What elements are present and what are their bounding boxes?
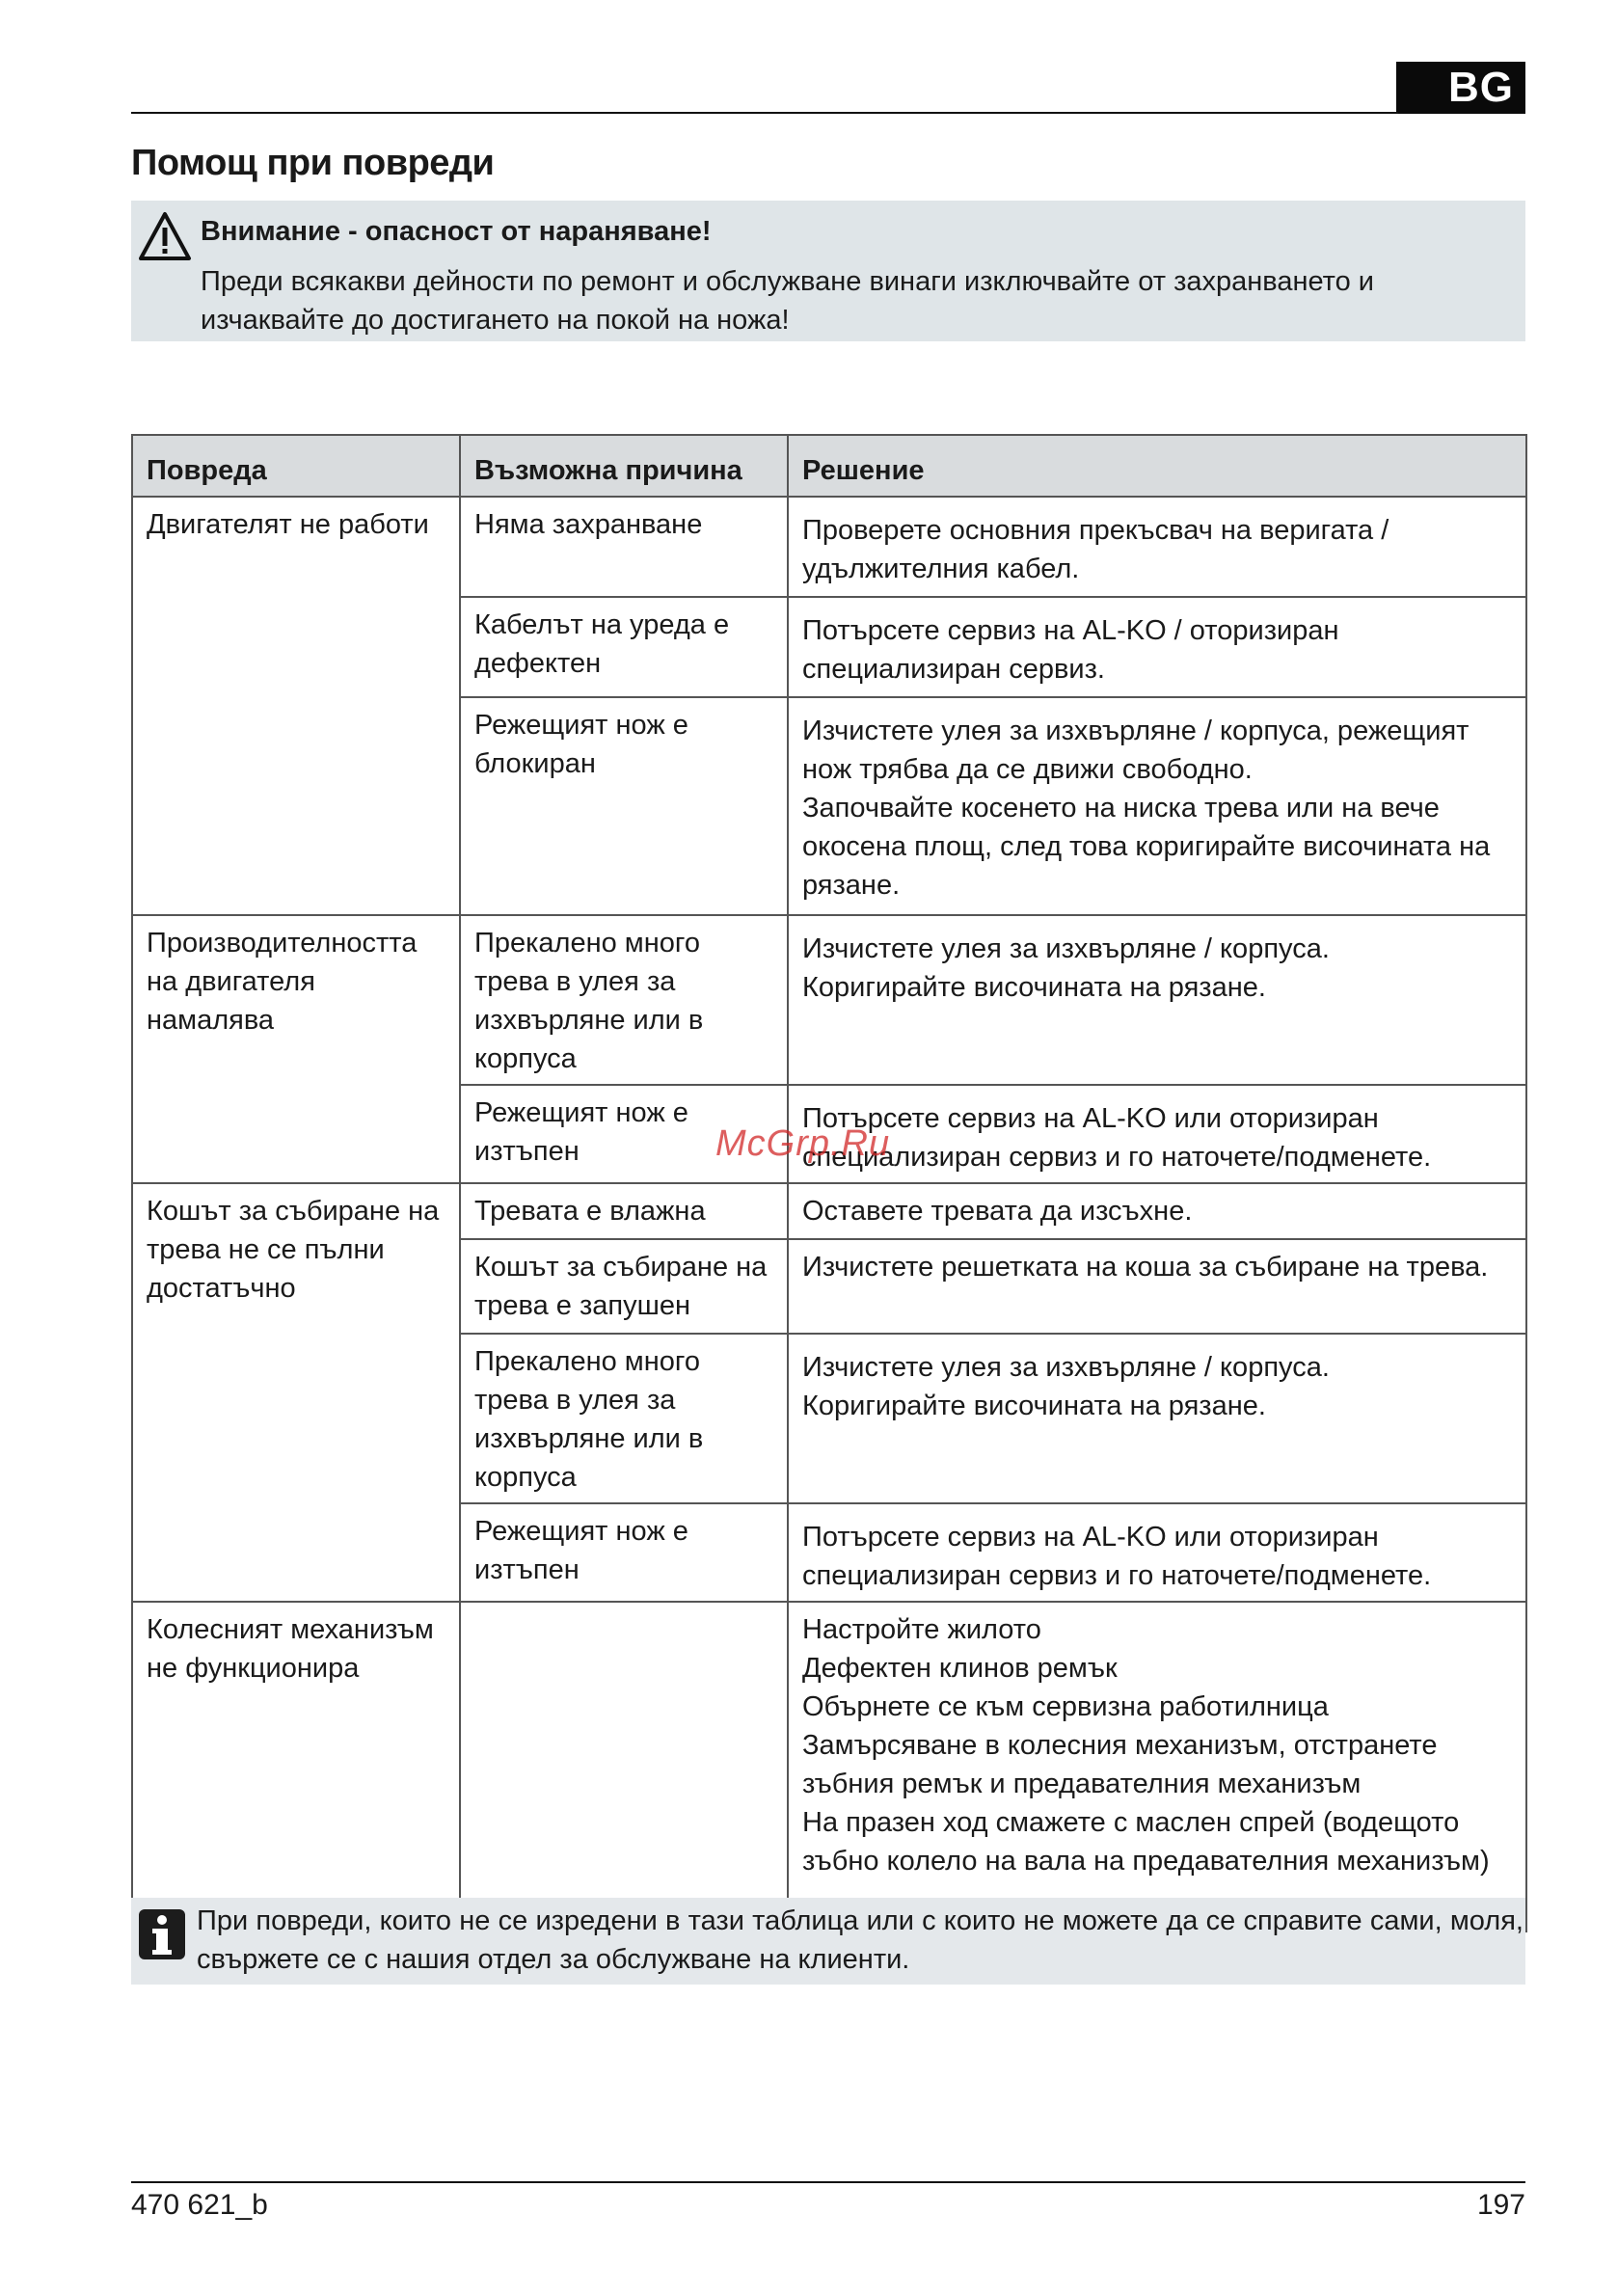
solution-cell — [788, 597, 1526, 697]
bottom-divider — [131, 2181, 1525, 2183]
page-number: 197 — [1476, 2189, 1525, 2221]
solution-cell — [788, 1183, 1526, 1239]
solution-cell — [788, 1239, 1526, 1334]
header-fault: Повреда — [132, 435, 460, 497]
info-box — [131, 1898, 1525, 1985]
table-row — [132, 1602, 1526, 1931]
info-icon — [137, 1907, 187, 1961]
solution-line: Потърсете сервиз на AL-KO или оторизиран специализиран сервиз и го наточете/подменете. — [802, 1522, 1432, 1591]
solution-cell — [788, 1334, 1526, 1503]
solution-cell — [788, 697, 1526, 915]
solution-line: Започвайте косенето на ниска трева или на вече окосена площ, след това коригирайте височината на рязане. — [802, 793, 1491, 901]
table-header-row — [132, 435, 1526, 497]
cause-cell: Режещият нож е изтъпен — [460, 1503, 788, 1602]
solution-cell — [788, 1602, 1526, 1931]
header-cause: Възможна причина — [460, 435, 788, 497]
solution-line: Изчистете улея за изхвърляне / корпуса, режещият нож трябва да се движи свободно. — [802, 716, 1470, 785]
cause-cell: Прекалено много трева в улея за изхвърляне или в корпуса — [460, 915, 788, 1085]
cause-cell: Режещият нож е изтъпен — [460, 1085, 788, 1183]
solution-line: Изчистете улея за изхвърляне / корпуса. — [802, 933, 1330, 964]
language-badge — [1396, 62, 1525, 114]
cause-cell: Прекалено много трева в улея за изхвърляне или в корпуса — [460, 1334, 788, 1503]
document-number: 470 621_b — [131, 2189, 268, 2221]
warning-heading: Внимание - опасност от нараняване! — [201, 216, 712, 247]
fault-cell: Кошът за събиране на трева не се пълни достатъчно — [132, 1183, 460, 1602]
solution-line: Коригирайте височината на рязане. — [802, 972, 1266, 1003]
solution-line: Изчистете улея за изхвърляне / корпуса. — [802, 1352, 1330, 1383]
watermark: McGrp.Ru — [715, 1123, 891, 1164]
solution-line: Проверете основния прекъсвач на веригата / удължителния кабел. — [802, 515, 1389, 584]
solution-cell — [788, 1503, 1526, 1602]
solution-line: Потърсете сервиз на AL-KO / оторизиран специализиран сервиз. — [802, 615, 1339, 685]
solution-line: Потърсете сервиз на AL-KO или оторизиран специализиран сервиз и го наточете/подменете. — [802, 1103, 1432, 1173]
solution-line: Коригирайте височината на рязане. — [802, 1391, 1266, 1421]
cause-cell: Кошът за събиране на трева е запушен — [460, 1239, 788, 1334]
language-badge-label: BG — [1448, 64, 1514, 111]
cause-cell: Тревата е влажна — [460, 1183, 788, 1239]
solution-line: Дефектен клинов ремък — [802, 1653, 1118, 1684]
header-solution: Решение — [788, 435, 1526, 497]
top-divider — [131, 112, 1398, 114]
solution-line: Оставете тревата да изсъхне. — [802, 1196, 1193, 1227]
cause-cell: Режещият нож е блокиран — [460, 697, 788, 915]
warning-box — [131, 201, 1525, 341]
fault-cell: Двигателят не работи — [132, 497, 460, 915]
cause-cell: Няма захранване — [460, 497, 788, 597]
table-row — [132, 1183, 1526, 1239]
fault-cell: Колесният механизъм не функционира — [132, 1602, 460, 1931]
table-row — [132, 915, 1526, 1085]
fault-cell: Производителността на двигателя намалява — [132, 915, 460, 1183]
info-note-text: При повреди, които не се изредени в тази таблица или с които не можете да се справите сами, моля, свържете се с нашия отдел за обслужване на клиенти. — [197, 1905, 1524, 1975]
table-row — [132, 497, 1526, 597]
solution-cell — [788, 915, 1526, 1085]
solution-cell — [788, 1085, 1526, 1183]
warning-triangle-icon — [137, 210, 193, 262]
cause-cell — [460, 1602, 788, 1931]
solution-cell — [788, 497, 1526, 597]
troubleshooting-table — [131, 434, 1527, 1932]
solution-line: Настройте жилото — [802, 1614, 1041, 1645]
solution-line: Замърсяване в колесния механизъм, отстранете зъбния ремък и предавателния механизъм — [802, 1730, 1438, 1799]
solution-line: На празен ход смажете с маслен спрей (водещото зъбно колело на вала на предавателния механизъм) — [802, 1807, 1490, 1877]
solution-line: Изчистете решетката на коша за събиране на трева. — [802, 1252, 1489, 1283]
warning-text: Преди всякакви дейности по ремонт и обслужване винаги изключвайте от захранването и изчаквайте до достигането на покой на ножа! — [201, 266, 1374, 336]
cause-cell: Кабелът на уреда е дефектен — [460, 597, 788, 697]
page-title: Помощ при повреди — [131, 143, 495, 183]
solution-line: Обърнете се към сервизна работилница — [802, 1691, 1329, 1722]
